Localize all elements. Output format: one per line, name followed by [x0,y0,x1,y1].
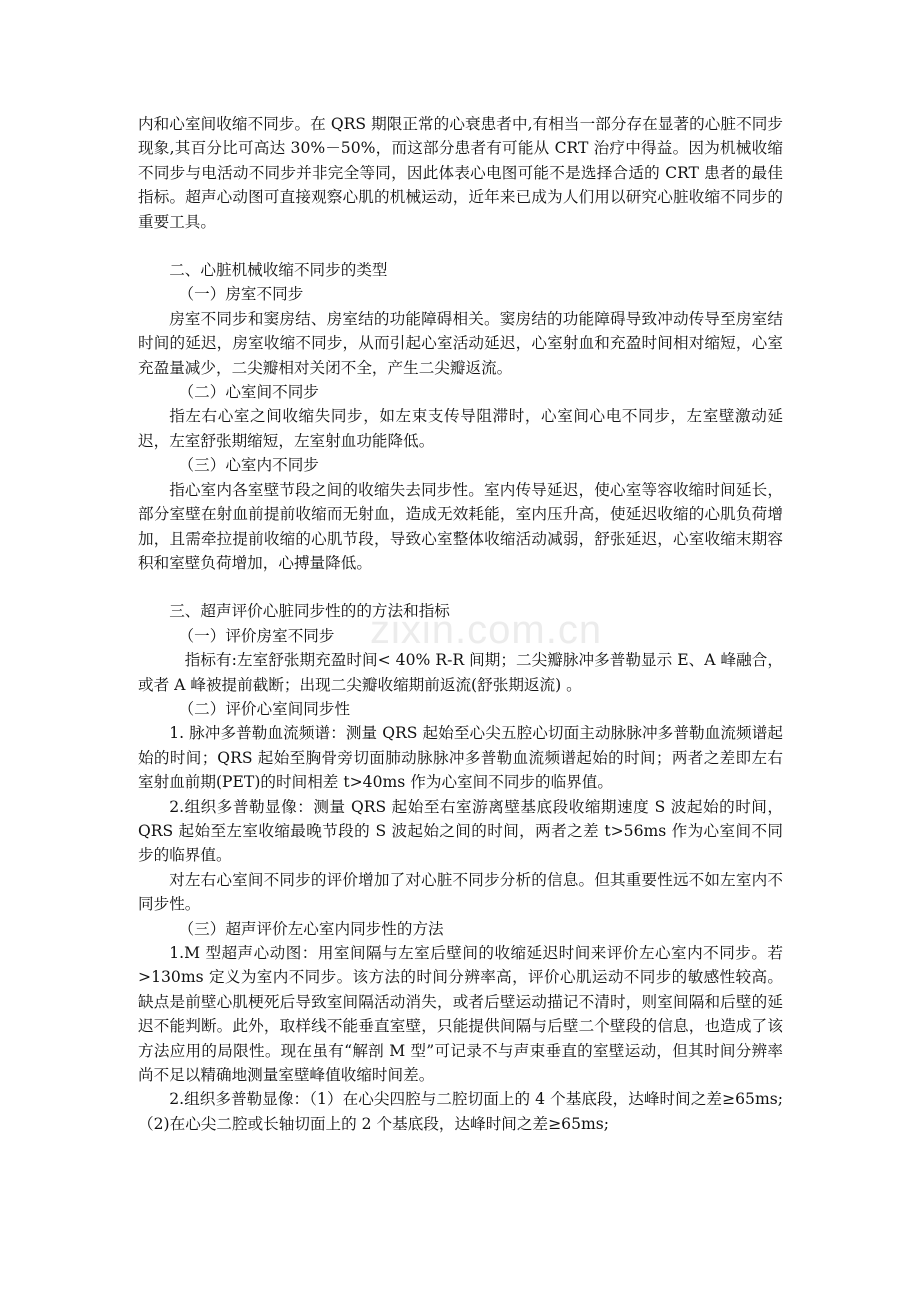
watermark: zixin.com.cn [370,608,603,652]
paragraph-m-mode: 1.M 型超声心动图：用室间隔与左室后壁间的收缩延迟时间来评价左心室内不同步。若>130ms 定义为室内不同步。该方法的时间分辨率高，评价心肌运动不同步的敏感性较高。缺点是前壁心肌梗死后导致室间隔活动消失，或者后壁运动描记不清时，则室间隔和后壁的延迟不能判断。此外，取样线不能垂直室壁，只能提供间隔与后壁二个壁段的信息，也造成了该方法应用的局限性。现在虽有“解剖 M 型”可记录不与声束垂直的室壁运动，但其时间分辨率尚不足以精确地测量室壁峰值收缩时间差。 [138,944,783,1085]
paragraph-pulsed-doppler: 1. 脉冲多普勒血流频谱：测量 QRS 起始至心尖五腔心切面主动脉脉冲多普勒血流频谱起始的时间；QRS 起始至胸骨旁切面肺动脉脉冲多普勒血流频谱起始的时间；两者之差即左右室射血前期(PET)的时间相差 t>40ms 作为心室间不同步的临界值。 [138,724,783,792]
paragraph-importance: 对左右心室间不同步的评价增加了对心脏不同步分析的信息。但其重要性远不如左室内不同步性。 [138,870,783,914]
paragraph-intraventricular: 指心室内各室壁节段之间的收缩失去同步性。室内传导延迟，使心室等容收缩时间延长，部分室壁在射血前提前收缩而无射血，造成无效耗能，室内压升高，使延迟收缩的心肌负荷增加，且需牵拉提前收缩的心肌节段，导致心室整体收缩活动减弱，舒张延迟，心室收缩末期容积和室壁负荷增加，心搏量降低。 [138,480,783,572]
subheading-3-1: （一）评价房室不同步 [178,626,335,645]
subheading-3-2: （二）评价心室间同步性 [178,699,351,718]
paragraph-av-indicators: 指标有:左室舒张期充盈时间< 40% R-R 间期；二尖瓣脉冲多普勒显示 E、A 峰融合，或者 A 峰被提前截断；出现二尖瓣收缩期前返流(舒张期返流) 。 [138,651,783,694]
subheading-2-2: （二）心室间不同步 [178,383,319,402]
paragraph-tissue-doppler-lv: 2.组织多普勒显像：（1）在心尖四腔与二腔切面上的 4 个基底段，达峰时间之差≥65ms;（2)在心尖二腔或长轴切面上的 2 个基底段，达峰时间之差≥65ms; [138,1090,783,1133]
section-heading-3: 三、超声评价心脏同步性的的方法和指标 [169,602,450,621]
subheading-2-3: （三）心室内不同步 [178,456,319,475]
document-body [138,112,783,1136]
paragraph-av-dyssync: 房室不同步和窦房结、房室结的功能障碍相关。窦房结的功能障碍导致冲动传导至房室结时间的延迟，房室收缩不同步，从而引起心室活动延迟，心室射血和充盈时间相对缩短，心室充盈量减少，二尖瓣相对关闭不全，产生二尖瓣返流。 [138,309,783,377]
subheading-2-1: （一）房室不同步 [178,285,304,304]
section-heading-2: 二、心脏机械收缩不同步的类型 [169,261,388,280]
paragraph-interventricular: 指左右心室之间收缩失同步，如左束支传导阻滞时，心室间心电不同步，左室壁激动延迟，左室舒张期缩短，左室射血功能降低。 [138,407,783,450]
paragraph-intro: 内和心室间收缩不同步。在 QRS 期限正常的心衰患者中,有相当一部分存在显著的心脏不同步现象,其百分比可高达 30%－50%，而这部分患者有可能从 CRT 治疗中得益。因为机械收缩不同步与电活动不同步并非完全等同，因此体表心电图可能不是选择合适的 CRT 患者的最佳指标。超声心动图可直接观察心肌的机械运动，近年来已成为人们用以研究心脏收缩不同步的重要工具。 [138,115,783,231]
subheading-3-3: （三）超声评价左心室内同步性的方法 [178,919,444,938]
paragraph-tissue-doppler: 2.组织多普勒显像：测量 QRS 起始至右室游离壁基底段收缩期速度 S 波起始的时间，QRS 起始至左室收缩最晚节段的 S 波起始之间的时间，两者之差 t>56ms 作为心室间不同步的临界值。 [138,797,783,865]
